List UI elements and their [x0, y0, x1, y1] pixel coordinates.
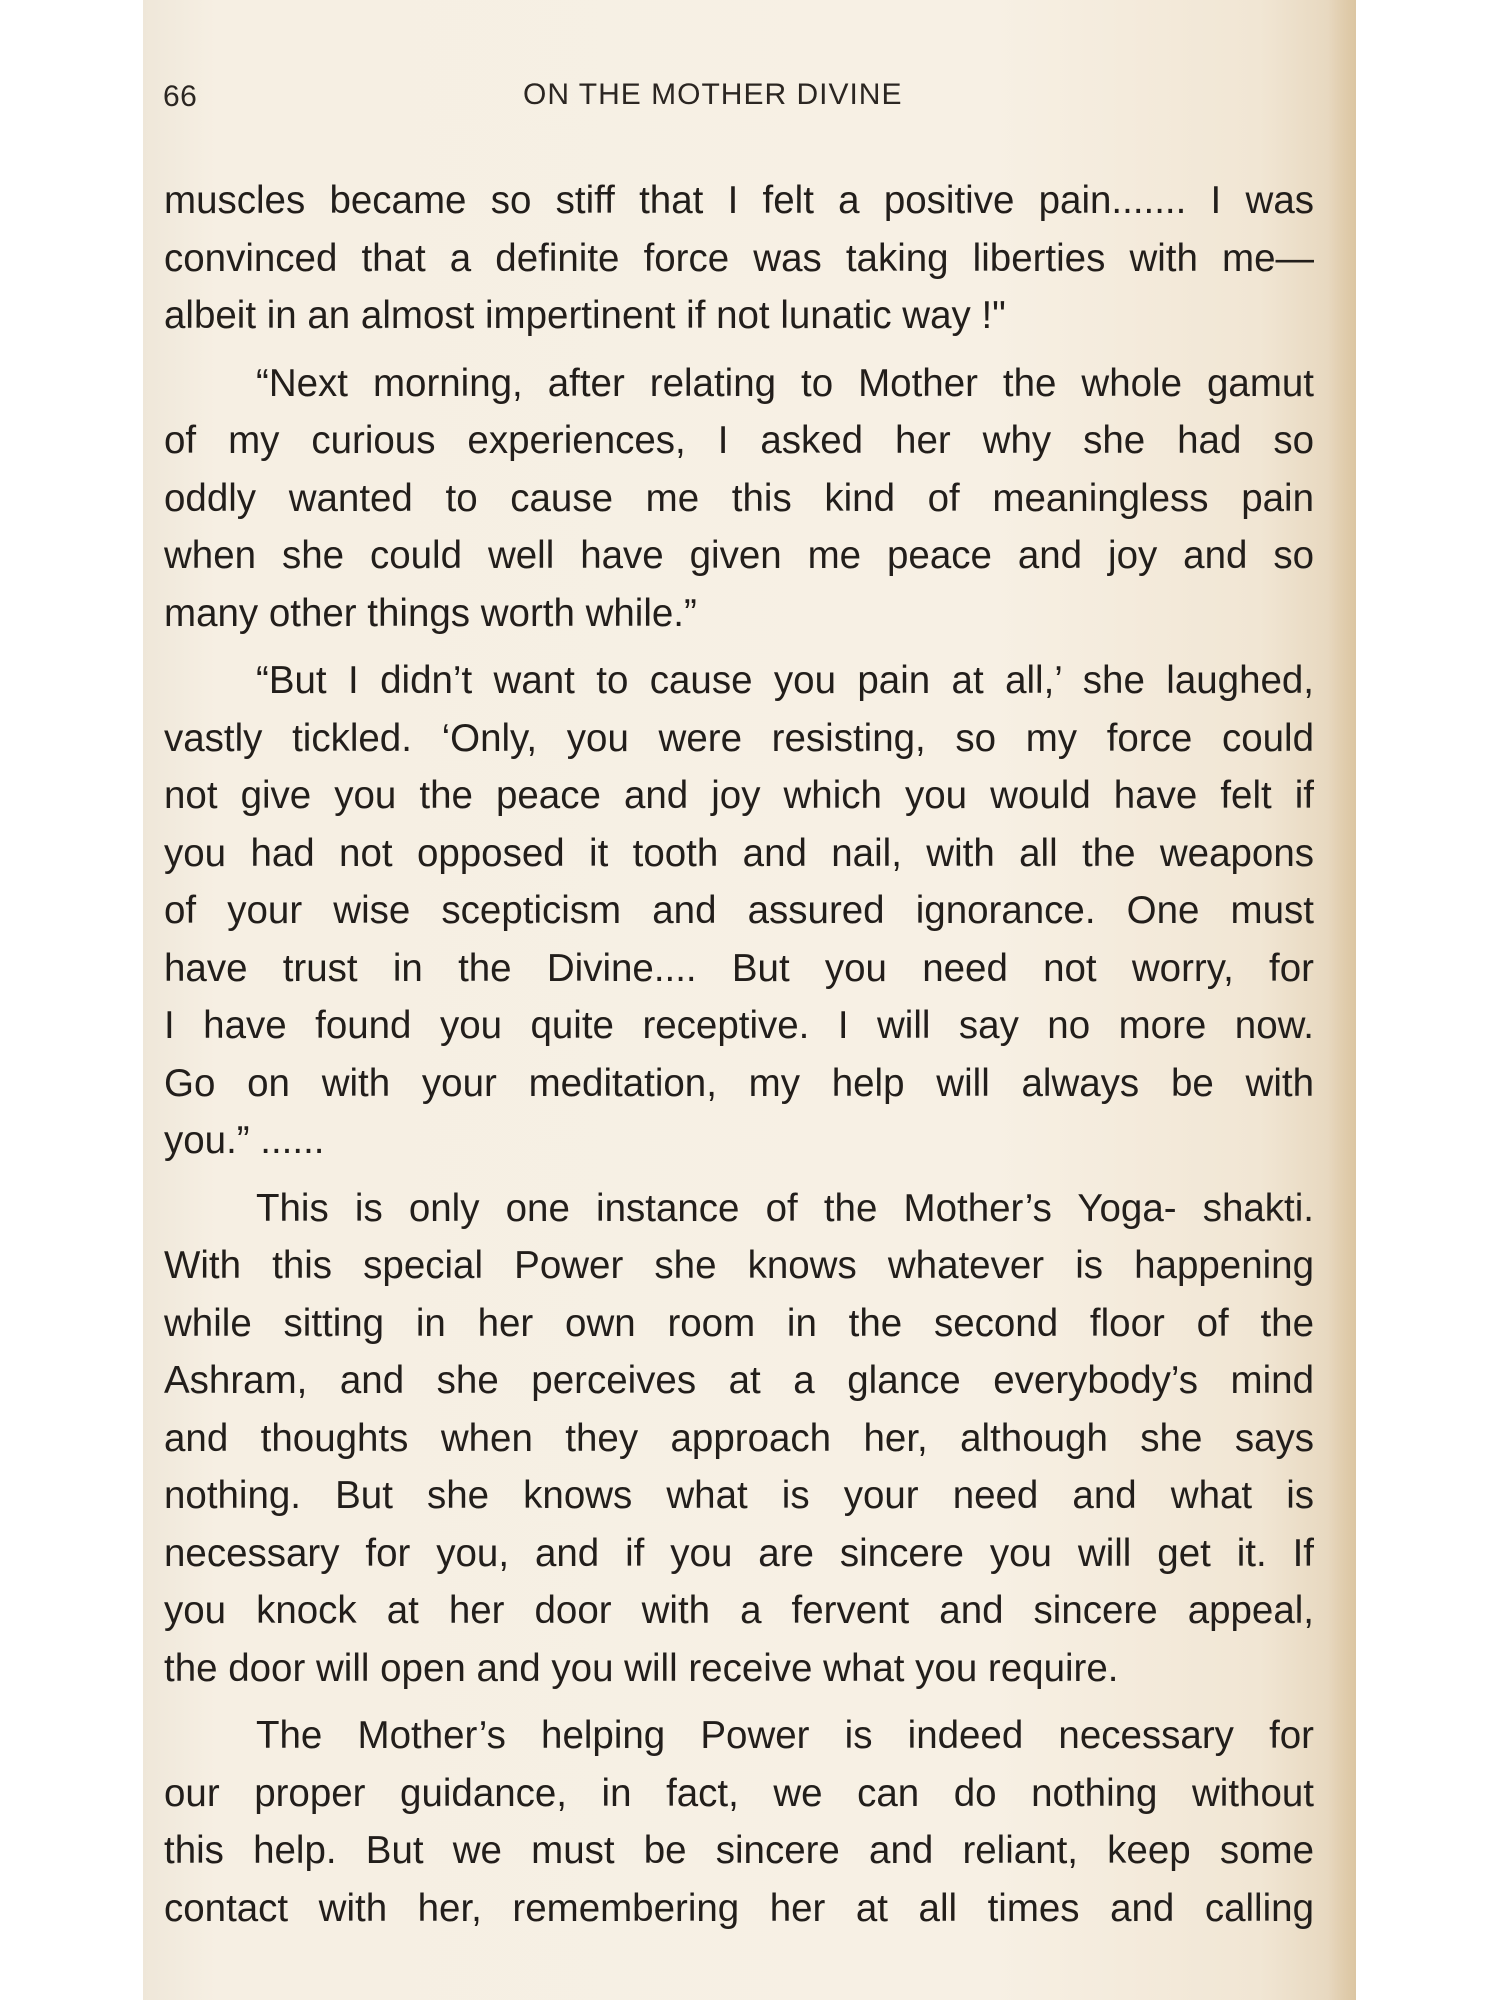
text-line: convinced that a definite force was taking liberties with me— — [164, 236, 1314, 280]
text-line: oddly wanted to cause me this kind of meaningless pain — [164, 476, 1314, 520]
text-line: this help. But we must be sincere and reliant, keep some — [164, 1829, 1314, 1872]
paragraph-2 — [164, 355, 1314, 643]
text-line: necessary for you, and if you are sincere you will get it. If — [164, 1531, 1314, 1575]
text-line: albeit in an almost impertinent if not lunatic way !" — [164, 294, 1006, 337]
page-gutter-shadow — [1328, 0, 1356, 2000]
text-line: “But I didn’t want to cause you pain at all,’ she laughed, — [256, 659, 1314, 702]
text-line: muscles became so stiff that I felt a positive pain....... I was — [164, 179, 1314, 222]
text-line: contact with her, remembering her at all times and calling — [164, 1886, 1314, 1930]
text-line: I have found you quite receptive. I will say no more now. — [164, 1004, 1314, 1047]
text-line: when she could well have given me peace and joy and so — [164, 534, 1314, 577]
text-line: With this special Power she knows whatever is happening — [164, 1244, 1314, 1287]
paragraph-1 — [164, 172, 1314, 345]
text-line: The Mother’s helping Power is indeed necessary for — [256, 1714, 1314, 1757]
text-line: have trust in the Divine.... But you need not worry, for — [164, 946, 1314, 990]
text-line: of your wise scepticism and assured ignorance. One must — [164, 889, 1314, 932]
text-line: while sitting in her own room in the second floor of the — [164, 1301, 1314, 1345]
text-line: nothing. But she knows what is your need and what is — [164, 1474, 1314, 1517]
book-page — [143, 0, 1356, 2000]
text-line: you.” ...... — [164, 1119, 325, 1162]
text-line: Go on with your meditation, my help will always be with — [164, 1061, 1314, 1105]
text-line: you knock at her door with a fervent and sincere appeal, — [164, 1589, 1314, 1632]
text-line: not give you the peace and joy which you would have felt if — [164, 774, 1314, 817]
text-line: many other things worth while.” — [164, 591, 697, 635]
text-line: vastly tickled. ‘Only, you were resisting, so my force could — [164, 716, 1314, 760]
text-line: the door will open and you will receive what you require. — [164, 1646, 1119, 1690]
text-line: This is only one instance of the Mother’s Yoga- shakti. — [256, 1186, 1314, 1230]
text-line: “Next morning, after relating to Mother the whole gamut — [256, 361, 1314, 405]
text-line: you had not opposed it tooth and nail, with all the weapons — [164, 831, 1314, 875]
paragraph-4 — [164, 1180, 1314, 1698]
paragraph-5 — [164, 1707, 1314, 1937]
text-line: Ashram, and she perceives at a glance everybody’s mind — [164, 1359, 1314, 1402]
text-line: our proper guidance, in fact, we can do nothing without — [164, 1771, 1314, 1815]
text-line: of my curious experiences, I asked her why she had so — [164, 419, 1314, 462]
running-header — [143, 72, 1356, 122]
text-line: and thoughts when they approach her, although she says — [164, 1416, 1314, 1460]
body-text — [164, 172, 1314, 1937]
paragraph-3 — [164, 652, 1314, 1170]
book-title: ON THE MOTHER DIVINE — [523, 78, 903, 111]
page-number: 66 — [163, 80, 198, 113]
